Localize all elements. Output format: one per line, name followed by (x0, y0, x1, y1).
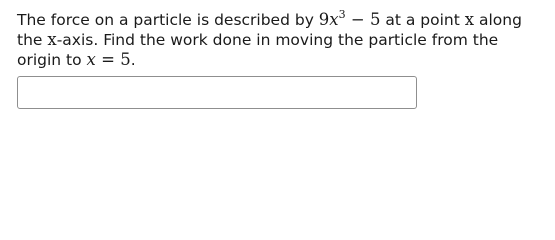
question-line1-end: along (474, 11, 522, 29)
question-text (17, 10, 547, 70)
question-line1-after: at a point (380, 11, 465, 29)
question-line2-start: the (17, 31, 48, 49)
question-line3-end: . (130, 51, 136, 69)
endpoint-variable: x (86, 50, 96, 69)
force-exponent: 3 (338, 8, 346, 21)
answer-input[interactable] (17, 76, 417, 109)
force-constant: 5 (369, 10, 381, 29)
endpoint-value: 5 (120, 50, 131, 69)
question-line1-text: The force on a particle is described by (17, 11, 319, 29)
axis-variable: x (47, 30, 57, 49)
endpoint-expression (87, 50, 131, 69)
force-operator: − (345, 10, 370, 29)
point-variable: x (464, 10, 475, 29)
force-variable: x (329, 10, 339, 29)
force-coefficient: 9 (318, 10, 330, 29)
question-line2-end: -axis. Find the work done in moving the particle from the (56, 31, 499, 49)
question-line3-start: origin to (17, 51, 87, 69)
force-expression (319, 10, 381, 29)
endpoint-equals: = (95, 50, 121, 69)
